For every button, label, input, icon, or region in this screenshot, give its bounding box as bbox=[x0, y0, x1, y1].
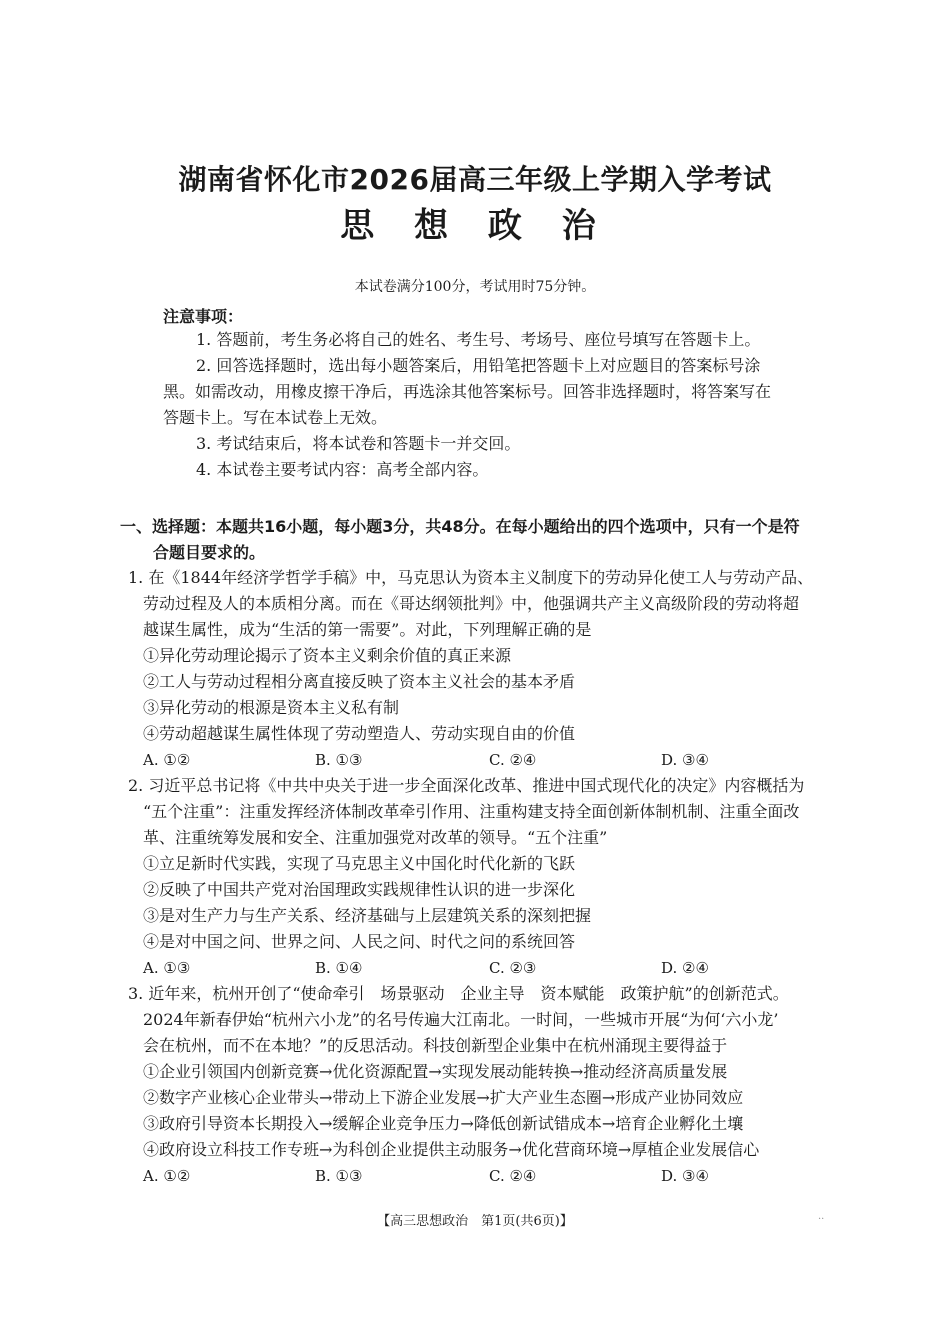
notice-heading: 注意事项： bbox=[163, 307, 244, 326]
statement-item: ①立足新时代实践，实现了马克思主义中国化时代化新的飞跃 bbox=[143, 854, 576, 873]
question-stem: 劳动过程及人的本质相分离。而在《哥达纲领批判》中，他强调共产主义高级阶段的劳动将超 bbox=[143, 594, 800, 613]
statement-item: ②数字产业核心企业带头→带动上下游企业发展→扩大产业生态圈→形成产业协同效应 bbox=[143, 1088, 744, 1107]
exam-info: 本试卷满分100分，考试用时75分钟。 bbox=[354, 279, 596, 295]
question-stem: 2024年新春伊始“杭州六小龙”的名号传遍大江南北。一时间，一些城市开展“为何‘六小龙’ bbox=[143, 1010, 779, 1029]
statement-item: ③是对生产力与生产关系、经济基础与上层建筑关系的深刻把握 bbox=[143, 906, 592, 925]
notice-line: 3. 考试结束后，将本试卷和答题卡一并交回。 bbox=[196, 434, 521, 453]
option-b: B. ①③ bbox=[315, 751, 363, 769]
option-c: C. ②④ bbox=[489, 751, 537, 769]
question-stem: 越谋生属性，成为“生活的第一需要”。对此，下列理解正确的是 bbox=[143, 620, 592, 639]
option-d: D. ③④ bbox=[661, 751, 709, 769]
page-footer: 【高三思想政治 第1页(共6页)】 bbox=[377, 1214, 573, 1229]
statement-item: ③政府引导资本长期投入→缓解企业竞争压力→降低创新试错成本→培育企业孵化土壤 bbox=[143, 1114, 744, 1133]
statement-item: ④政府设立科技工作专班→为科创企业提供主动服务→优化营商环境→厚植企业发展信心 bbox=[143, 1140, 760, 1159]
option-b: B. ①③ bbox=[315, 1167, 363, 1185]
option-c: C. ②③ bbox=[489, 959, 537, 977]
option-d: D. ②④ bbox=[661, 959, 709, 977]
statement-item: ①企业引领国内创新竞赛→优化资源配置→实现发展动能转换→推动经济高质量发展 bbox=[143, 1062, 728, 1081]
option-a: A. ①② bbox=[143, 751, 191, 769]
option-c: C. ②④ bbox=[489, 1167, 537, 1185]
option-a: A. ①② bbox=[143, 1167, 191, 1185]
section-heading: 一、选择题：本题共16小题，每小题3分，共48分。在每小题给出的四个选项中，只有一个是符 bbox=[120, 517, 800, 536]
question-stem: 3. 近年来，杭州开创了“使命牵引 场景驱动 企业主导 资本赋能 政策护航”的创新范式。 bbox=[128, 984, 789, 1003]
question-stem: 会在杭州，而不在本地？”的反思活动。科技创新型企业集中在杭州涌现主要得益于 bbox=[143, 1036, 728, 1055]
option-d: D. ③④ bbox=[661, 1167, 709, 1185]
corner-mark: ·· bbox=[818, 1214, 825, 1225]
option-a: A. ①③ bbox=[143, 959, 191, 977]
statement-item: ①异化劳动理论揭示了资本主义剩余价值的真正来源 bbox=[143, 646, 512, 665]
question-stem: 2. 习近平总书记将《中共中央关于进一步全面深化改革、推进中国式现代化的决定》内容概括为 bbox=[128, 776, 805, 795]
exam-title: 湖南省怀化市2026届高三年级上学期入学考试 bbox=[178, 163, 772, 196]
notice-line: 黑。如需改动，用橡皮擦干净后，再选涂其他答案标号。回答非选择题时，将答案写在 bbox=[163, 382, 772, 401]
statement-item: ③异化劳动的根源是资本主义私有制 bbox=[143, 698, 400, 717]
statement-item: ②反映了中国共产党对治国理政实践规律性认识的进一步深化 bbox=[143, 880, 576, 899]
question-stem: 革、注重统筹发展和安全、注重加强党对改革的领导。“五个注重” bbox=[143, 828, 608, 847]
notice-line: 4. 本试卷主要考试内容：高考全部内容。 bbox=[196, 460, 489, 479]
question-stem: 1. 在《1844年经济学哲学手稿》中，马克思认为资本主义制度下的劳动异化使工人与劳动产品、 bbox=[128, 568, 814, 587]
section-heading-cont: 合题目要求的。 bbox=[153, 543, 266, 562]
notice-line: 答题卡上。写在本试卷上无效。 bbox=[163, 408, 388, 427]
statement-item: ②工人与劳动过程相分离直接反映了资本主义社会的基本矛盾 bbox=[143, 672, 576, 691]
statement-item: ④是对中国之问、世界之问、人民之问、时代之问的系统回答 bbox=[143, 932, 576, 951]
question-stem: “五个注重”：注重发挥经济体制改革牵引作用、注重构建支持全面创新体制机制、注重全面改 bbox=[143, 802, 800, 821]
option-b: B. ①④ bbox=[315, 959, 363, 977]
notice-line: 1. 答题前，考生务必将自己的姓名、考生号、考场号、座位号填写在答题卡上。 bbox=[196, 330, 761, 349]
subject-title: 思 想 政 治 bbox=[340, 206, 610, 246]
statement-item: ④劳动超越谋生属性体现了劳动塑造人、劳动实现自由的价值 bbox=[143, 724, 576, 743]
notice-line: 2. 回答选择题时，选出每小题答案后，用铅笔把答题卡上对应题目的答案标号涂 bbox=[196, 356, 761, 375]
